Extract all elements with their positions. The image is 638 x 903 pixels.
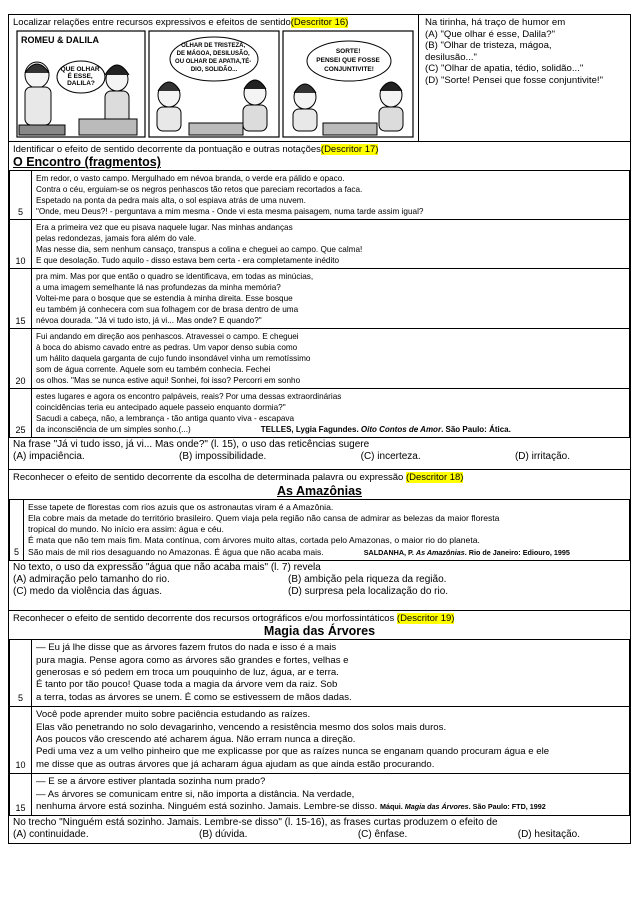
balloon-1-line-2: É ESSE,: [67, 73, 93, 80]
section-descriptor-18: [9, 470, 630, 610]
line-number: 20: [10, 329, 32, 389]
option-17-a[interactable]: (A) impaciência.: [13, 451, 85, 463]
balloon-3-line-2: PENSEI QUE FOSSE: [316, 57, 380, 64]
passage-line: um hálito daquela garganta de cujo fundo insondável vinha um remotíssimo: [36, 354, 311, 364]
option-18-d[interactable]: (D) surpresa pela localização do rio.: [288, 585, 449, 597]
stanza-row: [10, 707, 630, 774]
stanza-row: [10, 329, 630, 389]
line-number: 25: [10, 389, 32, 438]
passage-line: — E se a árvore estiver plantada sozinha num prado?: [36, 776, 266, 788]
passage-line: — As árvores se comunicam entre si, não importa a distância. Na verdade,: [36, 788, 355, 800]
option-16-d[interactable]: (D) "Sorte! Pensei que fosse conjuntivite!": [425, 74, 603, 86]
passage-line: Contra o céu, erguiam-se os negros penhascos tão retos que pareciam recortados a faca.: [36, 185, 363, 195]
instruction-17: Identificar o efeito de sentido decorrente da pontuação e outras notações: [13, 144, 321, 155]
option-18-c[interactable]: (C) medo da violência das águas.: [13, 585, 162, 597]
passage-line: Era a primeira vez que eu pisava naquele lugar. Nas minhas andanças: [36, 223, 293, 233]
question-16: [425, 17, 630, 87]
passage-table-magia-das-arvores: [9, 639, 630, 816]
descriptor-badge-18: (Descritor 18): [405, 472, 464, 484]
passage-line: Elas vão penetrando no solo devagarinho, vencendo a resistência mesmo dos solos mais duros.: [36, 721, 447, 733]
passage-line: coincidências teria eu antecipado aquele passeio enquanto dormia?": [36, 403, 286, 413]
passage-line: os olhos. "Mas se nunca estive aqui! Sonhei, foi isso? Percorri em sonho: [36, 376, 301, 386]
passage-line: "Onde, meu Deus?! - perguntava a mim mesma - Onde vi esta mesma paisagem, numa tarde assim igual?: [36, 207, 424, 217]
passage-line: — Eu já lhe disse que as árvores fazem frutos do nada e isso é a mais: [36, 642, 337, 654]
line-number: 10: [10, 707, 32, 774]
instruction-19: Reconhecer o efeito de sentido decorrente dos recursos ortográficos e/ou morfossintáticos: [13, 612, 395, 624]
instruction-16: Localizar relações entre recursos expressivos e efeitos de sentido: [13, 17, 291, 28]
stanza-row: [10, 640, 630, 707]
section-descriptor-19: [9, 611, 630, 844]
passage-line: eu também já conhecera com sua folhagem cor de brasa dentro de uma: [36, 305, 299, 315]
balloon-2-line-1: OLHAR DE TRISTEZA,: [181, 43, 246, 49]
option-18-a[interactable]: (A) admiração pelo tamanho do rio.: [13, 573, 170, 585]
options-17: [9, 451, 630, 463]
question-16-stem: Na tirinha, há traço de humor em: [425, 17, 566, 28]
passage-line: à boca do abismo cavado entre as pedras. Um vapor denso subia como: [36, 343, 298, 353]
text-title-magia-das-arvores: Magia das Árvores: [263, 624, 376, 639]
options-19: [9, 829, 630, 843]
passage-table-o-encontro: [9, 170, 630, 438]
passage-line: me disse que as outras árvores que já acharam água ajudam as que ainda estão procurando.: [36, 758, 435, 770]
line-number: 15: [10, 774, 32, 816]
balloon-2-line-4: DIO, SOLIDÃO...: [190, 67, 238, 73]
source-citation-19: Máqui. Magia das Árvores. São Paulo: FTD, 1992: [379, 802, 546, 812]
exam-page: [8, 14, 631, 844]
stanza-row: [10, 499, 630, 560]
text-title-as-amazonias: As Amazônias: [277, 483, 362, 498]
comic-strip: [9, 15, 419, 142]
section-descriptor-17: [9, 142, 630, 470]
passage-table-as-amazonias: [9, 499, 630, 561]
comic-title: ROMEU & DALILA: [21, 35, 99, 45]
instruction-18: Reconhecer o efeito de sentido decorrente da escolha de determinada palavra ou expressão: [13, 472, 404, 484]
passage-line: Sacudi a cabeça, não, a lembrança - tão antiga quanto viva - escapava: [36, 414, 295, 424]
passage-line: som de água corrente. Aquele som eu também conhecia. Fechei: [36, 365, 271, 375]
passage-line: pelas redondezas, jamais fora além do vale.: [36, 234, 197, 244]
option-16-c[interactable]: (C) "Olhar de apatia, tédio, solidão...": [425, 63, 584, 75]
option-16-b[interactable]: (B) "Olhar de tristeza, mágoa,: [425, 40, 552, 52]
option-16-b-cont[interactable]: desilusão...": [425, 51, 477, 63]
option-19-d[interactable]: (D) hesitação.: [517, 829, 580, 841]
stanza-row: [10, 220, 630, 269]
balloon-2-line-2: DE MÁGOA, DESILUSÃO,: [176, 51, 250, 57]
option-17-c[interactable]: (C) incerteza.: [360, 451, 421, 463]
passage-line: São mais de mil rios desaguando no Amazonas. É água que não acaba mais.: [28, 546, 324, 557]
section-descriptor-16: [9, 15, 630, 142]
comic-illustration: [9, 15, 419, 142]
line-number: 5: [10, 499, 24, 560]
question-18-stem: No texto, o uso da expressão "água que não acaba mais" (l. 7) revela: [13, 561, 321, 573]
balloon-3-line-3: CONJUNTIVITE!: [324, 66, 374, 73]
text-title-o-encontro: O Encontro (fragmentos): [13, 155, 161, 170]
descriptor-badge-16: (Descritor 16): [290, 17, 349, 28]
passage-line: estes lugares e agora os encontro palpáveis, reais? Por uma dessas extraordinárias: [36, 392, 342, 402]
question-19-stem: No trecho "Ninguém está sozinho. Jamais. Lembre-se disso" (l. 15-16), as frases curtas produzem o efeito de: [13, 817, 498, 829]
source-citation-18: SALDANHA, P. As Amazônias. Rio de Janeiro: Ediouro, 1995: [363, 547, 570, 557]
stanza-row: [10, 171, 630, 220]
passage-line: generosas e só pedem em troca um pouquinho de luz, água, ar e terra.: [36, 667, 339, 678]
passage-line: da inconsciência de um simples sonho.(...): [36, 425, 191, 435]
passage-line: Pedi uma vez a um velho pinheiro que me explicasse por que as raízes nunca se enganam quando procuram água e ele: [36, 746, 550, 758]
source-citation-17: TELLES, Lygia Fagundes. Oito Contos de Amor. São Paulo: Ática.: [260, 425, 511, 435]
panel-3-characters: [293, 82, 403, 135]
descriptor-badge-17: (Descritor 17): [320, 144, 379, 155]
stanza-row: [10, 774, 630, 816]
question-17-stem: Na frase "Já vi tudo isso, já vi... Mas onde?" (l. 15), o uso das reticências sugere: [13, 439, 370, 451]
line-number: 5: [10, 640, 32, 707]
option-17-d[interactable]: (D) irritação.: [514, 451, 570, 463]
passage-line: Você pode aprender muito sobre paciência estudando as raízes.: [36, 709, 311, 721]
passage-line: pra mim. Mas por que então o quadro se identificava, em todas as minúcias,: [36, 272, 314, 282]
line-number: 15: [10, 269, 32, 329]
passage-line: É tanto por tão pouco! Quase toda a magia da árvore vem da raiz. Sob: [36, 679, 338, 691]
option-19-b[interactable]: (B) dúvida.: [199, 829, 248, 841]
line-number: 10: [10, 220, 32, 269]
panel-2-characters: [157, 80, 267, 135]
line-number: 5: [10, 171, 32, 220]
passage-line: Em redor, o vasto campo. Mergulhado em névoa branda, o verde era pálido e opaco.: [36, 174, 345, 184]
passage-line: Ela cobre mais da metade do território brasileiro. Quem viaja pela região não cansa de admirar as belezas da maior floresta: [28, 512, 500, 523]
passage-line: nenhuma árvore está sozinha. Ninguém está sozinho. Jamais. Lembre-se disso.: [36, 801, 378, 813]
passage-line: E que desolação. Tudo aquilo - disso estava bem certa - era completamente inédito: [36, 256, 340, 266]
balloon-1-line-3: DALILA?: [67, 80, 95, 87]
passage-line: Esse tapete de florestas com rios azuis que os astronautas viram é a Amazônia.: [28, 501, 334, 512]
option-19-c[interactable]: (C) ênfase.: [357, 829, 408, 841]
option-17-b[interactable]: (B) impossibilidade.: [179, 451, 267, 463]
balloon-2-line-3: OU OLHAR DE APATIA,TÉ-: [175, 59, 252, 65]
passage-line: Voltei-me para o bosque que se estendia à minha direita. Esse bosque: [36, 294, 293, 304]
passage-line: a uma imagem semelhante lá nas profundezas da minha memória?: [36, 283, 281, 293]
balloon-3-line-1: SORTE!: [335, 48, 361, 55]
descriptor-badge-19: (Descritor 19): [396, 612, 455, 624]
passage-line: Espetado na ponta da pedra mais alta, o sol espiava atrás de uma nuvem.: [36, 196, 306, 206]
passage-line: Aos poucos vão crescendo até acharem água. Não erram nunca a direção.: [36, 734, 356, 746]
options-18: [9, 574, 630, 598]
option-18-b[interactable]: (B) ambição pela riqueza da região.: [288, 573, 447, 585]
option-16-a[interactable]: (A) "Que olhar é esse, Dalila?": [425, 28, 555, 40]
passage-line: pura magia. Pense agora como as árvores são grandes e fortes, velhas e: [36, 654, 349, 666]
stanza-row: [10, 389, 630, 438]
passage-line: Mas nesse dia, sem nenhum cansaço, transpus a colina e cheguei ao campo. Que calma!: [36, 245, 363, 255]
balloon-1-line-1: QUE OLHAR: [60, 66, 100, 73]
option-19-a[interactable]: (A) continuidade.: [13, 829, 89, 841]
passage-line: Fui andando em direção aos penhascos. Atravessei o campo. E cheguei: [36, 332, 299, 342]
passage-line: É mata que não tem mais fim. Mata contínua, com árvores muito altas, cortada pelo Amazonas, o maior rio do planeta.: [28, 535, 480, 546]
passage-line: a terra, todas as árvores se unem. É como se estivessem de mãos dadas.: [36, 691, 352, 703]
passage-line: névoa dourada. "Já vi tudo isto, já vi... Mas onde? E quando?": [36, 316, 262, 326]
passage-line: tropical do mundo. No início era assim: água e céu.: [28, 524, 224, 535]
stanza-row: [10, 269, 630, 329]
